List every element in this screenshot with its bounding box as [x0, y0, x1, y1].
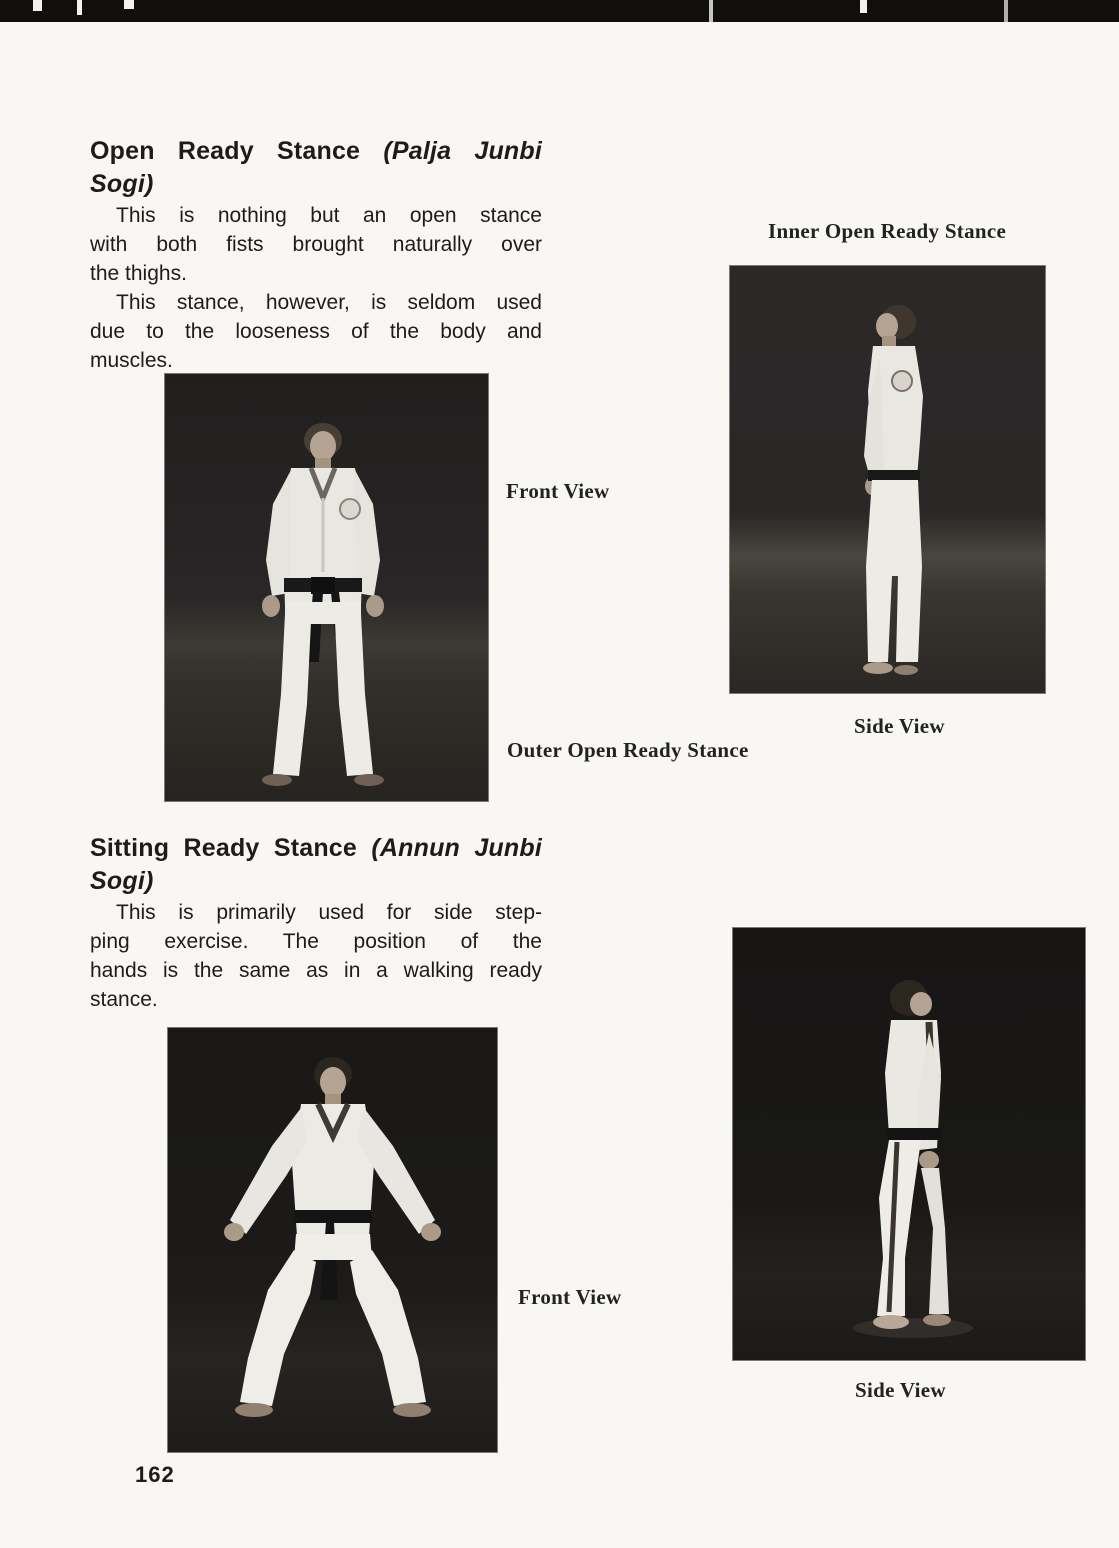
heading-italic-text: (Annun Junbi Sogi)	[90, 834, 542, 895]
section-heading-sitting	[90, 832, 542, 898]
photo-sitting-front	[168, 1028, 497, 1452]
caption-inner-open-heading: Inner Open Ready Stance	[768, 219, 1007, 243]
heading-italic-text: (Palja Junbi Sogi)	[90, 137, 543, 198]
section-open-ready-stance	[90, 135, 542, 375]
martial-artist-side-stance-figure	[733, 928, 1085, 1360]
caption-outer-open: Outer Open Ready Stance	[507, 738, 749, 762]
caption-side-view-top: Side View	[854, 714, 945, 738]
scan-notch	[124, 0, 134, 9]
heading-bold-text: Open Ready Stance	[90, 137, 361, 165]
photo-sitting-side	[733, 928, 1085, 1360]
section-heading-open	[90, 135, 542, 201]
body-paragraph: This is nothing but an open stance with both fists brought naturally over the thighs.	[90, 204, 542, 285]
caption-front-view-top: Front View	[506, 479, 610, 503]
body-paragraph: This stance, however, is seldom used due to the looseness of the body and muscles.	[90, 291, 542, 372]
scan-notch	[77, 0, 82, 15]
page-number: 162	[135, 1462, 175, 1487]
scan-notch	[860, 0, 867, 13]
scan-edge-artifact	[0, 0, 1119, 22]
martial-artist-side-standing-figure	[730, 266, 1045, 693]
section-sitting-ready-stance	[90, 832, 542, 1014]
scan-notch	[1004, 0, 1008, 22]
photo-outer-open-front	[165, 374, 488, 801]
heading-bold-text: Sitting Ready Stance	[90, 834, 358, 862]
martial-artist-front-standing-figure	[165, 374, 488, 801]
scan-notch	[709, 0, 713, 22]
caption-front-view-bottom: Front View	[518, 1285, 622, 1309]
caption-side-view-bottom: Side View	[855, 1378, 946, 1402]
martial-artist-horse-stance-figure	[168, 1028, 497, 1452]
scan-notch	[33, 0, 42, 11]
body-paragraph: This is primarily used for side step- ping exercise. The position of the hands is the same as in a walking ready stance.	[90, 901, 542, 1011]
photo-inner-open-side	[730, 266, 1045, 693]
